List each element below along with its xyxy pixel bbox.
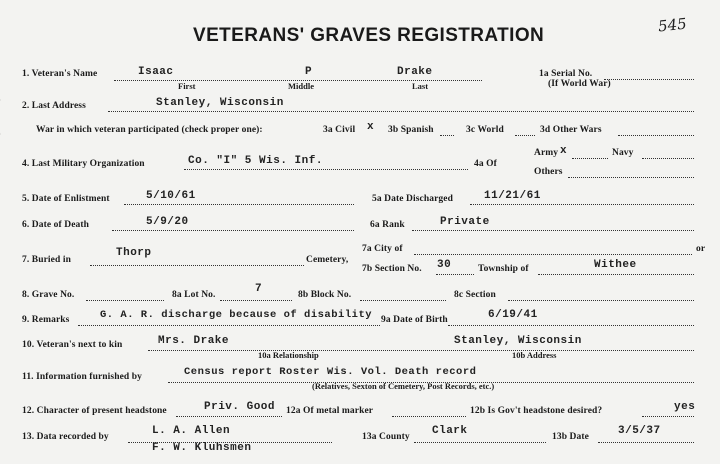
label-of: 4a Of	[474, 159, 497, 169]
dotted-line	[508, 300, 694, 301]
dotted-line	[568, 177, 694, 178]
dotted-line	[414, 254, 692, 255]
value-county: Clark	[432, 425, 468, 437]
dotted-line	[412, 230, 694, 231]
label-info-furnished: 11. Information furnished by	[22, 372, 142, 382]
value-recorded-by: L. A. Allen	[152, 425, 231, 437]
mark-war-civil: x	[367, 121, 375, 133]
value-last-name: Drake	[397, 66, 433, 78]
value-info-furnished: Census report Roster Wis. Vol. Death record	[184, 366, 477, 378]
dotted-line	[436, 274, 474, 275]
dotted-line	[124, 204, 354, 205]
label-section-no: 7b Section No.	[362, 264, 422, 274]
dotted-line	[108, 111, 694, 112]
value-rank: Private	[440, 216, 490, 228]
dotted-line	[515, 135, 535, 136]
caption-relationship: 10a Relationship	[258, 350, 319, 360]
dotted-line	[148, 350, 694, 351]
value-military-org: Co. "I" 5 Wis. Inf.	[188, 155, 323, 167]
label-rank: 6a Rank	[370, 220, 405, 230]
value-headstone: Priv. Good	[204, 401, 276, 413]
dotted-line	[176, 416, 282, 417]
value-recorded-by-second: F. W. Kluhsmen	[152, 442, 252, 454]
label-war-world: 3c World	[466, 125, 504, 135]
value-township: Withee	[594, 259, 637, 271]
label-grave-no: 8. Grave No.	[22, 290, 75, 300]
label-army: Army	[534, 148, 559, 158]
label-county: 13a County	[362, 432, 410, 442]
dotted-line	[572, 158, 608, 159]
label-discharged: 5a Date Discharged	[372, 194, 453, 204]
dotted-line	[618, 135, 694, 136]
value-buried-in: Thorp	[116, 247, 152, 259]
dotted-line	[392, 416, 466, 417]
value-date-of-birth: 6/19/41	[488, 309, 538, 321]
label-military-org: 4. Last Military Organization	[22, 159, 145, 169]
value-last-address: Stanley, Wisconsin	[156, 97, 284, 109]
label-war-civil: 3a Civil	[323, 125, 356, 135]
label-serial-no: 1a Serial No.	[539, 69, 593, 79]
value-middle-name: P	[305, 66, 313, 78]
page-number: 545	[657, 14, 688, 36]
label-block-no: 8b Block No.	[298, 290, 352, 300]
value-record-date: 3/5/37	[618, 425, 661, 437]
dotted-line	[604, 79, 694, 80]
value-first-name: Isaac	[138, 66, 174, 78]
label-recorded-by: 13. Data recorded by	[22, 432, 109, 442]
value-lot-no: 7	[255, 283, 263, 295]
caption-last: Last	[412, 81, 429, 91]
dotted-line	[78, 325, 380, 326]
dotted-line	[414, 442, 546, 443]
caption-info-sources: (Relatives, Sexton of Cemetery, Post Records, etc.)	[312, 381, 495, 391]
value-govt-headstone: yes	[674, 401, 696, 413]
label-govt-headstone: 12b Is Gov't headstone desired?	[470, 406, 603, 416]
dotted-line	[538, 274, 694, 275]
punch-hole-mark	[0, 92, 25, 143]
label-headstone: 12. Character of present headstone	[22, 406, 167, 416]
value-enlistment: 5/10/61	[146, 190, 196, 202]
value-next-of-kin: Mrs. Drake	[158, 335, 230, 347]
label-war-spanish: 3b Spanish	[388, 125, 434, 135]
dotted-line	[360, 300, 446, 301]
label-township: Township of	[478, 264, 529, 274]
dotted-line	[112, 230, 354, 231]
serial-note: (If World War)	[548, 79, 611, 89]
dotted-line	[598, 442, 694, 443]
value-kin-address: Stanley, Wisconsin	[454, 335, 582, 347]
label-war-other: 3d Other Wars	[540, 125, 602, 135]
value-discharged: 11/21/61	[484, 190, 541, 202]
label-navy: Navy	[612, 148, 634, 158]
value-date-of-death: 5/9/20	[146, 216, 189, 228]
dotted-line	[220, 300, 292, 301]
mark-army: x	[560, 145, 568, 157]
dotted-line	[448, 325, 694, 326]
label-others: Others	[534, 167, 563, 177]
dotted-line	[440, 135, 454, 136]
caption-first: First	[178, 81, 196, 91]
dotted-line	[90, 265, 304, 266]
dotted-line	[470, 204, 694, 205]
dotted-line	[642, 158, 694, 159]
card-title: VETERANS' GRAVES REGISTRATION	[193, 25, 545, 46]
label-remarks: 9. Remarks	[22, 315, 70, 325]
label-record-date: 13b Date	[552, 432, 589, 442]
label-enlistment: 5. Date of Enlistment	[22, 194, 110, 204]
label-date-of-death: 6. Date of Death	[22, 220, 90, 230]
value-remarks: G. A. R. discharge because of disability	[100, 309, 373, 321]
label-cemetery: Cemetery,	[306, 255, 349, 265]
label-city-of: 7a City of	[362, 244, 403, 254]
label-metal-marker: 12a Of metal marker	[286, 406, 374, 416]
label-grave-section: 8c Section	[454, 290, 496, 300]
label-buried-in: 7. Buried in	[22, 255, 71, 265]
dotted-line	[86, 300, 164, 301]
label-date-of-birth: 9a Date of Birth	[381, 315, 448, 325]
caption-middle: Middle	[288, 81, 314, 91]
label-or: or	[696, 244, 706, 254]
label-last-address: 2. Last Address	[22, 101, 86, 111]
label-veteran-name: 1. Veteran's Name	[22, 69, 98, 79]
label-lot-no: 8a Lot No.	[172, 290, 216, 300]
label-next-of-kin: 10. Veteran's next to kin	[22, 340, 123, 350]
value-section-no: 30	[437, 259, 452, 271]
label-war: War in which veteran participated (check proper one):	[36, 125, 263, 135]
dotted-line	[184, 169, 468, 170]
dotted-line	[642, 416, 694, 417]
caption-address: 10b Address	[512, 350, 557, 360]
